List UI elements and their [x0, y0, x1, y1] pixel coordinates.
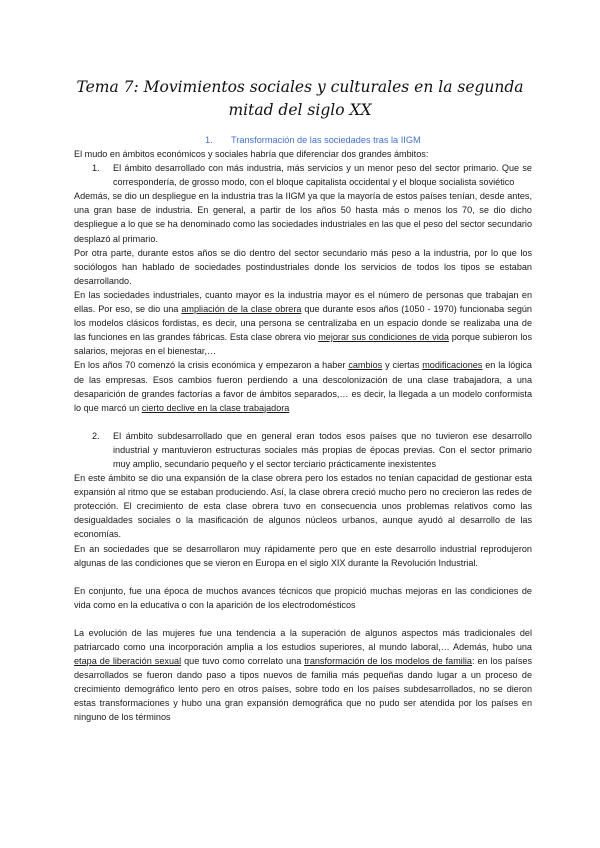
text-run: en la lógica de las empresas. Esos cambios fueron perdiendo a una descolonización de una clase trabajadora, a una desaparición de grandes factorías a favor de ámbitos separados,… es decir, la llegada a un modelo conformista lo que marcó un	[74, 360, 532, 413]
section-heading-text: Transformación de las sociedades tras la IIGM	[231, 135, 421, 145]
paragraph-women-evolution	[74, 626, 532, 725]
underlined-term: cierto declive en la clase trabajadora	[141, 402, 290, 413]
underlined-term: mejorar sus condiciones de vida	[318, 332, 449, 343]
section-heading	[205, 133, 421, 147]
paragraph-industry-deployment: Además, se dio un despliegue en la industria tras la IIGM ya que la mayoría de estos países tenían, desde antes, una gran base de industria. En general, a partir de los años 50 hasta más o menos los 70, se dio dicho despliegue a lo que se ha denominado como las sociedades industriales en las que el peso del sector secundario desplazó al primario.	[74, 191, 532, 244]
page-title: Tema 7: Movimientos sociales y culturales en la segunda mitad del siglo XX	[76, 78, 524, 119]
paragraph-crisis-70s	[74, 358, 532, 414]
underlined-term: etapa de liberación sexual	[74, 656, 182, 667]
intro-paragraph: El mudo en ámbitos económicos y sociales habría que diferenciar dos grandes ámbitos:	[74, 149, 429, 159]
text-run: : en los países desarrollados se fueron dando paso a tipos nuevos de familia más pequeñas dando lugar a un proceso de crecimiento demográfico lento pero en otros países, sobre todo en los países subdesarrollados, no se dieron estas transformaciones y hubo una gran expansión demográfica que no pudo ser atendida por los países en ninguno de los términos	[74, 656, 533, 723]
paragraph-working-class	[74, 288, 532, 358]
paragraph-technical-advances: En conjunto, fue una época de muchos avances técnicos que propició muchas mejoras en las condiciones de vida como en la educativa o con la aparición de los electrodomésticos	[74, 585, 532, 610]
text-run: y ciertas	[382, 360, 423, 371]
spacer	[74, 415, 532, 429]
list-item-number: 2.	[92, 430, 100, 441]
list-item-underdeveloped	[74, 429, 532, 471]
underlined-term: transformación de los modelos de familia	[304, 656, 472, 667]
text-run: que durante esos años (1050 - 1970) funcionaba según los modelos clásicos fordistas, es decir, una persona se centralizaba en un espacio donde se realizaba una de las funciones en las grandes fábricas. Esta clase obrera vio	[74, 304, 532, 343]
text-run: En las sociedades industriales, cuanto mayor es la industria mayor es el número de personas que trabajan en ellas. Por eso, se dio una	[74, 289, 532, 315]
spacer	[74, 612, 532, 626]
text-run: La evolución de las mujeres fue una tendencia a la superación de algunos aspectos más tradicionales del patriarcado como una incorporación amplia a los estudios superiores, al mundo laboral,… Además, hubo una	[74, 627, 532, 652]
document-body	[74, 147, 532, 725]
section-heading-number: 1.	[205, 135, 213, 145]
underlined-term: ampliación de la clase obrera	[181, 304, 302, 315]
list-item-developed	[74, 161, 532, 189]
list-item-text: El ámbito desarrollado con más industria, más servicios y un menor peso del sector primario. Que se correspondería, de grosso modo, con el bloque capitalista occidental y el bloque socialista soviético	[113, 163, 532, 188]
text-run: porque subieron los salarios, mejoras en el bienestar,…	[74, 332, 532, 357]
underlined-term: modificaciones	[422, 360, 483, 371]
paragraph-underdeveloped-expansion: En este ámbito se dio una expansión de la clase obrera pero los estados no tenían capacidad de gestionar esta expansión al ritmo que se estaban produciendo. Así, la clase obrera creció mucho pero no crecieron las redes de protección. El crecimiento de esta clase obrera tuvo en consecuencia unos problemas relativos como las desigualdades sociales o la masificación de algunos núcleos urbanos, aunque ayudó al desarrollo de las economías.	[74, 473, 532, 540]
underlined-term: cambios	[348, 360, 383, 371]
list-item-text: El ámbito subdesarrollado que en general eran todos esos países que no tuvieron ese desarrollo industrial y mantuvieron estructuras sociales más propias de épocas previas. Con el sector primario muy amplio, secundario pequeño y el sector terciario prácticamente inexistentes	[113, 430, 532, 469]
text-run: que tuvo como correlato una	[181, 656, 305, 667]
spacer	[74, 570, 532, 584]
text-run: En los años 70 comenzó la crisis económica y empezaron a haber	[74, 360, 349, 371]
list-item-number: 1.	[92, 163, 100, 174]
paragraph-rapid-development: En an sociedades que se desarrollaron muy rápidamente pero que en este desarrollo industrial reprodujeron algunas de las condiciones que se vieron en Europa en el siglo XIX durante la Revolución Industrial.	[74, 543, 532, 568]
paragraph-postindustrial: Por otra parte, durante estos años se dio dentro del sector secundario más peso a la industria, por lo que los sociólogos han hablado de sociedades postindustriales donde los servicios de todos los tipos se estaban desarrollando.	[74, 247, 532, 286]
